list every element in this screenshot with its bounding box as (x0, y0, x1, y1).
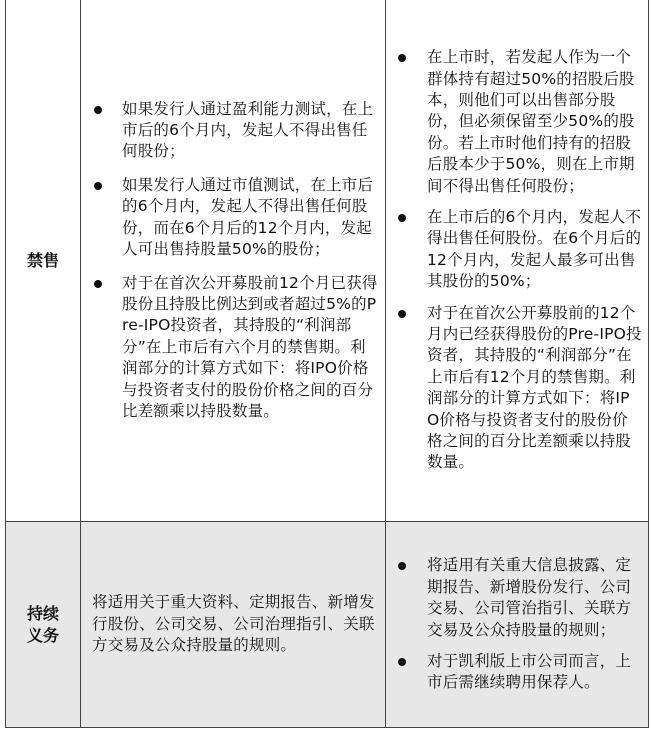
row-label-lockup: 禁售 (26, 250, 59, 270)
column-1-cell (81, 0, 386, 522)
column-1-cell (81, 522, 386, 728)
list-item: 如果发行人通过市值测试，在上市后的6个月内，发起人不得出售任何股份，而在6个月后的12个月内，发起人可出售持股量50%的股份； (122, 175, 379, 261)
list-item: 如果发行人通过盈利能力测试，在上市后的6个月内，发起人不得出售任何股份； (122, 99, 379, 163)
bullet-list (386, 555, 648, 693)
table-row-lockup (6, 0, 649, 522)
bullet-list (386, 47, 648, 474)
list-item: 将适用有关重大信息披露、定期报告、新增股份发行、公司交易、公司管治指引、关联方交易及公众持股量的规则； (427, 555, 642, 641)
column-2-cell (386, 0, 649, 522)
row-label-continuing-obligations: 持续 义务 (26, 603, 59, 645)
row-label-cell (6, 0, 81, 522)
list-item: 对于凯利版上市公司而言，上市后需继续聘用保荐人。 (427, 651, 642, 694)
list-item: 在上市时，若发起人作为一个群体持有超过50%的招股后股本，则他们可以出售部分股份，但必须保留至少50%的股份。若上市时他们持有的招股后股本少于50%，则在上市期间不得出售任何股份； (427, 47, 642, 197)
list-item: 在上市后的6个月内，发起人不得出售任何股份。在6个月后的12个月内，发起人最多可出售其股份的50%； (427, 207, 642, 293)
row-label-cell (6, 522, 81, 728)
column-2-cell (386, 522, 649, 728)
cell-text: 将适用关于重大资料、定期报告、新增发行股份、公司交易、公司治理指引、关联方交易及公众持股量的规则。 (92, 593, 375, 655)
comparison-table (5, 0, 649, 728)
list-item: 对于在首次公开募股前12个月已获得股份且持股比例达到或者超过5%的Pre-IPO投资者，其持股的“利润部分”在上市后有六个月的禁售期。利润部分的计算方式如下：将IPO价格与投资者支付的股份价格之间的百分比差额乘以持股数量。 (122, 273, 379, 423)
bullet-list (81, 99, 385, 423)
list-item: 对于在首次公开募股前的12个月内已经获得股份的Pre-IPO投资者，其持股的“利润部分”在上市后有12个月的禁售期。利润部分的计算方式如下：将IPO价格与投资者支付的股份价格之间的百分比差额乘以持股数量。 (427, 303, 642, 474)
table-row-continuing-obligations (6, 522, 649, 728)
